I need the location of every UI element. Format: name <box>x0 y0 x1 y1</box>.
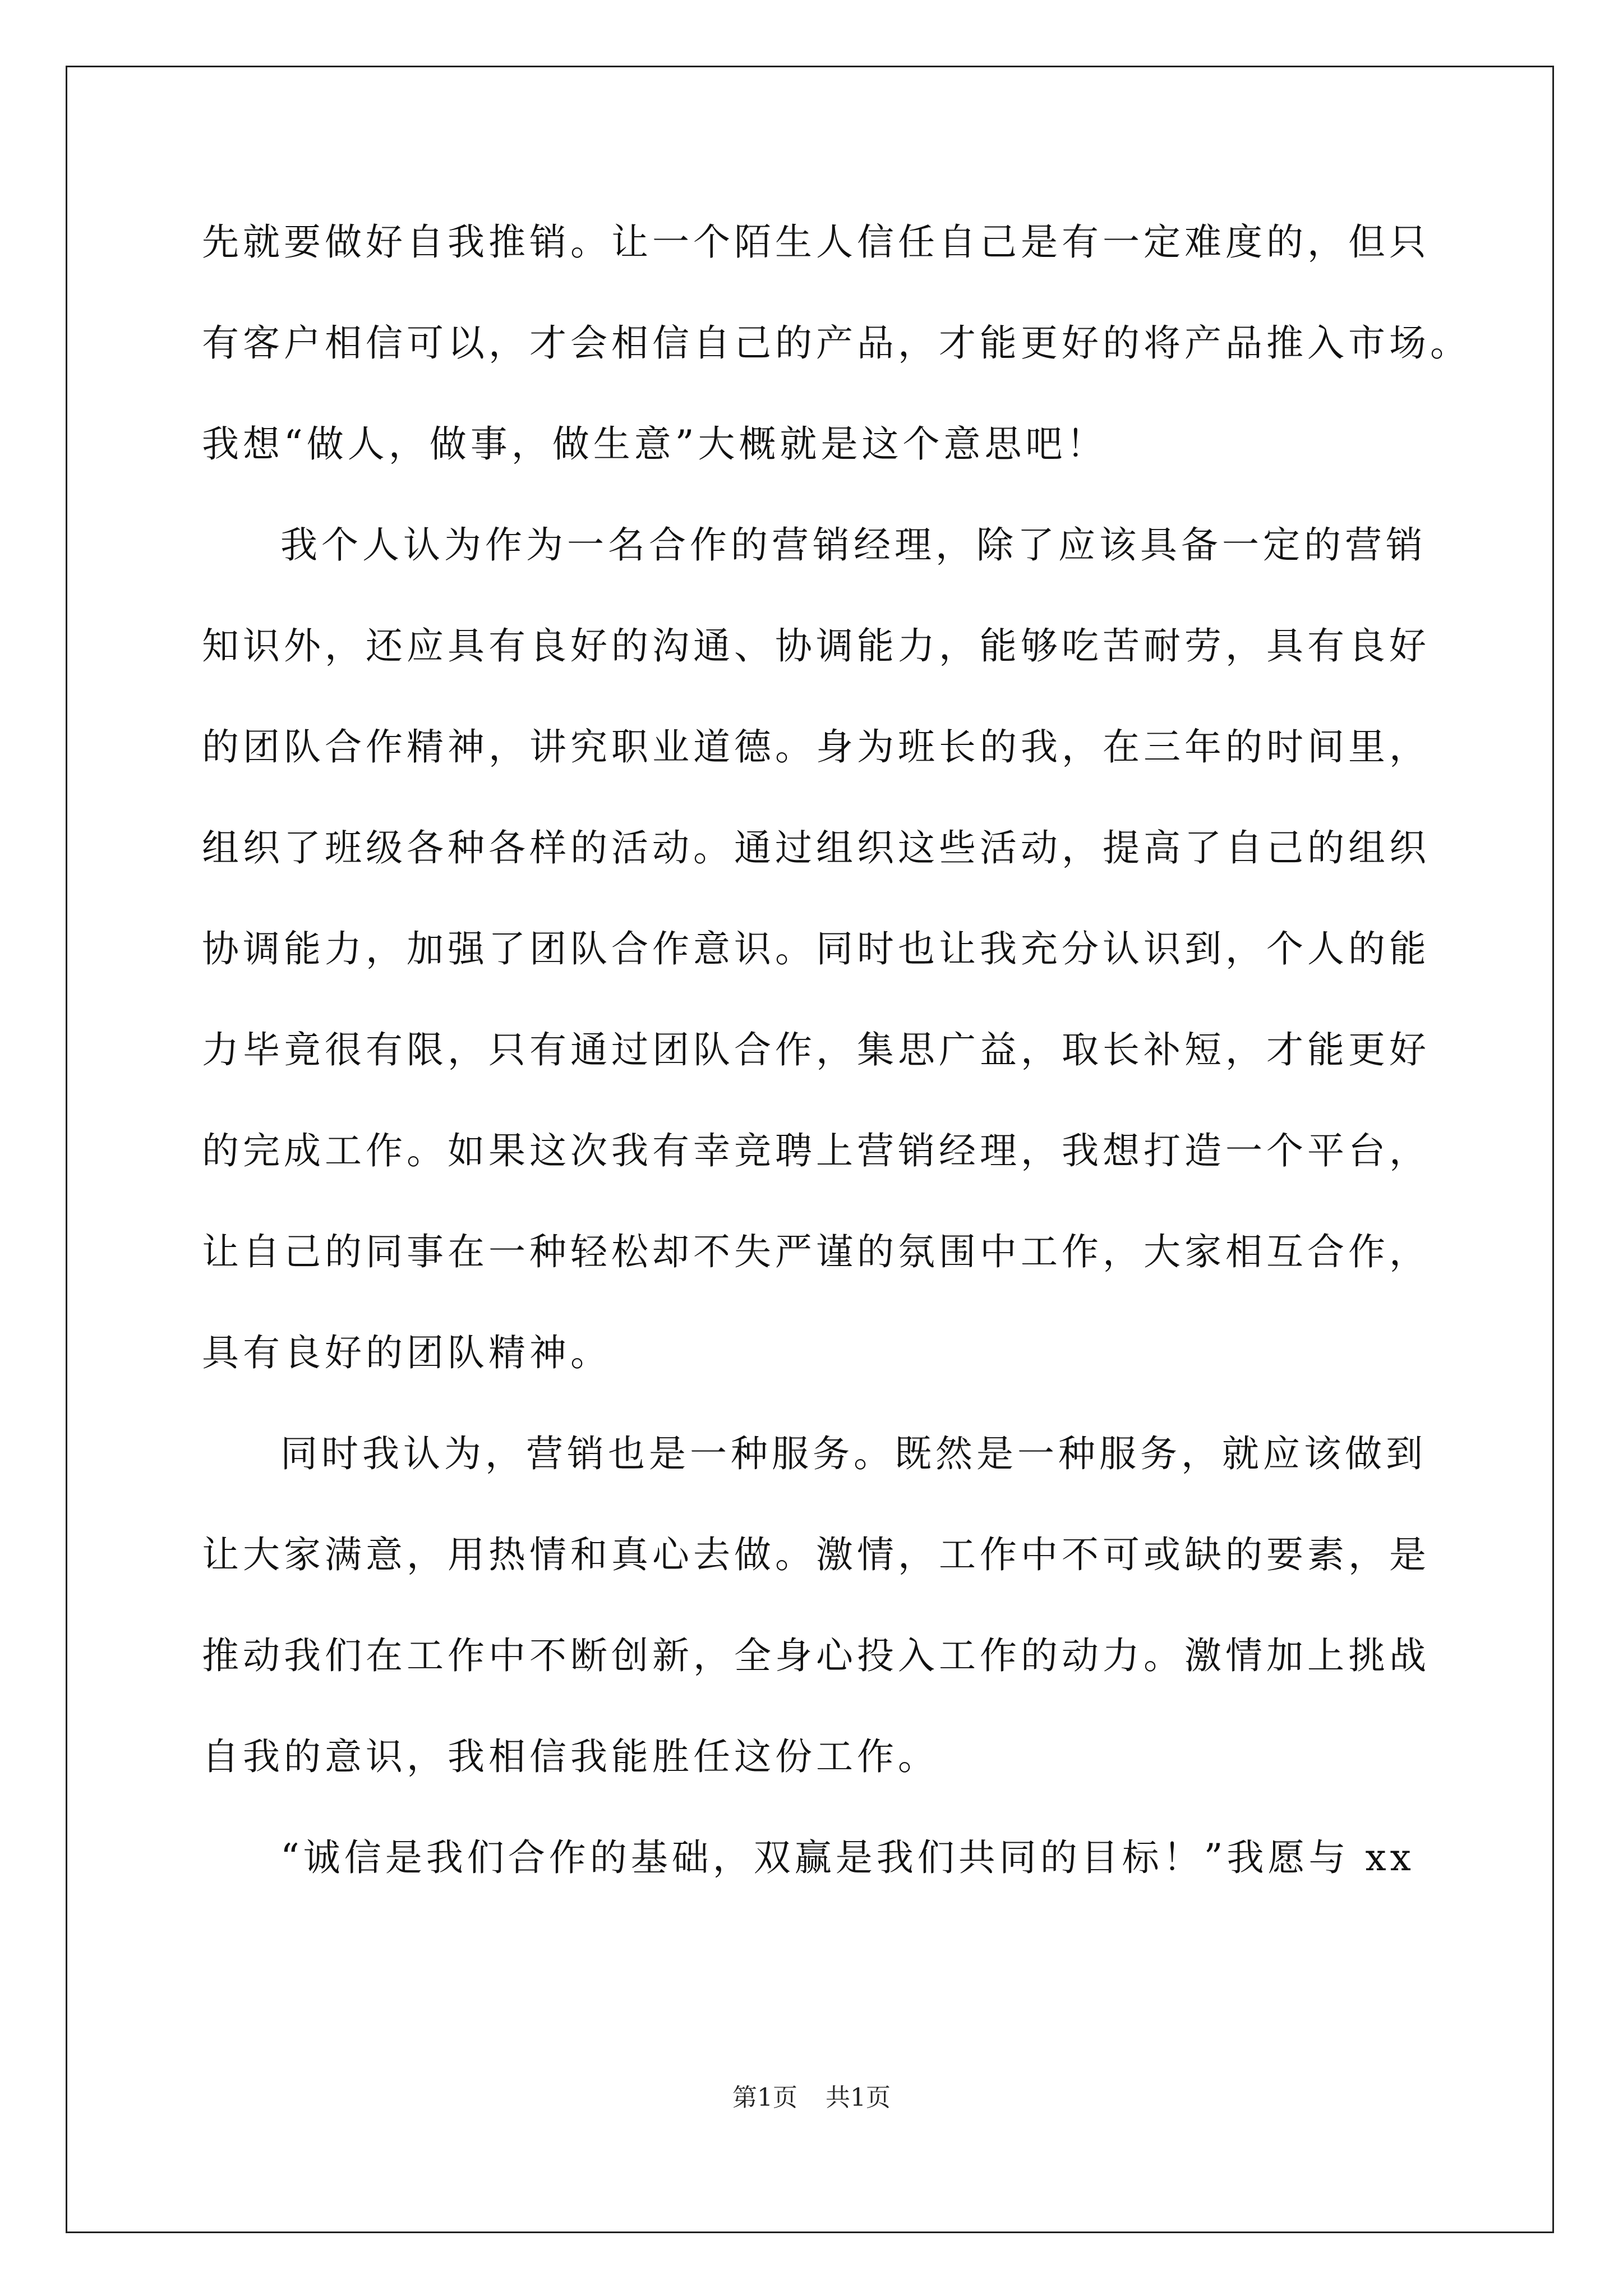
text-line: 组织了班级各种各样的活动。通过组织这些活动，提高了自己的组织 <box>202 826 1430 869</box>
page-total: 共1页 <box>826 2083 891 2112</box>
paragraph-start-line: 我个人认为作为一名合作的营销经理，除了应该具备一定的营销 <box>280 523 1427 567</box>
text-line: 知识外，还应具有良好的沟通、协调能力，能够吃苦耐劳，具有良好 <box>202 624 1430 668</box>
text-line: 协调能力，加强了团队合作意识。同时也让我充分认识到，个人的能 <box>202 927 1430 970</box>
text-line: 让大家满意，用热情和真心去做。激情，工作中不可或缺的要素，是 <box>202 1533 1430 1576</box>
text-line: 推动我们在工作中不断创新，全身心投入工作的动力。激情加上挑战 <box>202 1634 1430 1677</box>
page-number: 第1页 <box>732 2083 797 2112</box>
paragraph-start-line: 同时我认为，营销也是一种服务。既然是一种服务，就应该做到 <box>280 1432 1427 1475</box>
page-footer <box>0 2082 1623 2114</box>
paragraph-start-line: “诚信是我们合作的基础，双赢是我们共同的目标！”我愿与 xx <box>280 1836 1415 1879</box>
text-line: 的完成工作。如果这次我有幸竞聘上营销经理，我想打造一个平台， <box>202 1129 1430 1172</box>
text-line: 的团队合作精神，讲究职业道德。身为班长的我，在三年的时间里， <box>202 725 1430 769</box>
text-line: 力毕竟很有限，只有通过团队合作，集思广益，取长补短，才能更好 <box>202 1028 1430 1071</box>
text-line: 自我的意识，我相信我能胜任这份工作。 <box>202 1735 939 1778</box>
text-line: 我想“做人，做事，做生意”大概就是这个意思吧！ <box>202 422 1108 466</box>
text-line: 具有良好的团队精神。 <box>202 1331 611 1374</box>
text-line: 先就要做好自我推销。让一个陌生人信任自己是有一定难度的，但只 <box>202 220 1430 264</box>
text-line: 有客户相信可以，才会相信自己的产品，才能更好的将产品推入市场。 <box>202 321 1471 365</box>
text-line: 让自己的同事在一种轻松却不失严谨的氛围中工作，大家相互合作， <box>202 1230 1430 1273</box>
